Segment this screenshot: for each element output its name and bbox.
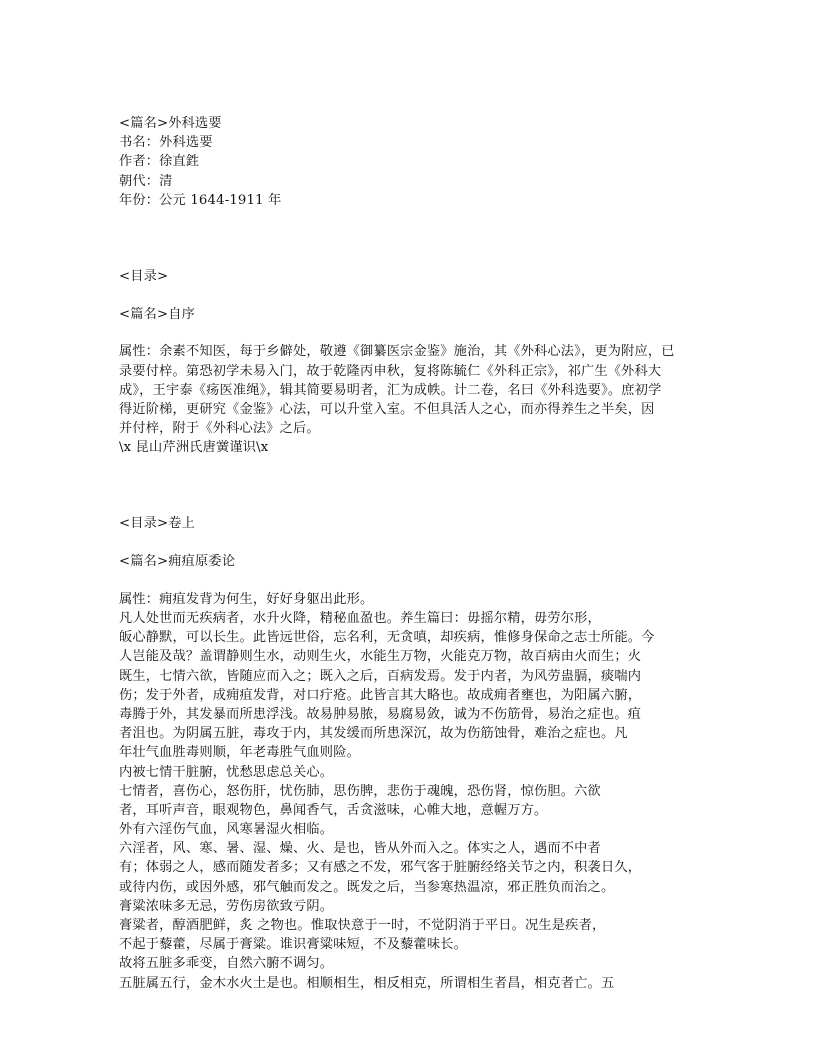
chapter-line: 年壮气血胜毒则顺，年老毒胜气血则险。	[119, 745, 360, 761]
chapter-body	[119, 590, 699, 993]
spacer	[119, 324, 699, 343]
volume-heading: <目录>卷上	[119, 516, 196, 532]
chapter-line: 凡人处世而无疾病者，水升火降，精秘血盈也。养生篇曰：毋摇尔精，毋劳尔形，	[119, 611, 601, 626]
spacer	[119, 534, 699, 553]
chapter-line: 属性：痈疽发背为何生，好好身躯出此形。	[119, 591, 374, 607]
spacer	[119, 210, 699, 267]
spacer	[119, 286, 699, 305]
header-line-year: 年份：公元 1644-1911 年	[119, 192, 282, 208]
spacer	[119, 571, 699, 590]
preface-line: 属性：余素不知医，每于乡僻处，敬遵《御纂医宗金鉴》施治，其《外科心法》，更为附应，已	[119, 344, 675, 360]
chapter-line: 七情者，喜伤心，怒伤肝，忧伤肺，思伤脾，悲伤于魂魄，恐伤肾，惊伤胆。六欲	[119, 783, 601, 799]
preface-line: 录要付梓。第恐初学未易入门，故于乾隆丙申秋，复将陈毓仁《外科正宗》，祁广生《外科大	[119, 363, 662, 379]
book-info	[119, 114, 699, 210]
header-line-title: <篇名>外科选要	[119, 116, 222, 131]
preface-line: 成》，王宇泰《疡医准绳》，辑其简要易明者，汇为成帙。计二卷，名曰《外科选要》。庶初学	[119, 382, 662, 398]
chapter-line: 膏粱者，醇酒肥鲜，炙 之物也。惟取快意于一时，不觉阴消于平日。况生是疾者，	[119, 918, 606, 933]
spacer	[119, 457, 699, 514]
document-page	[119, 114, 699, 993]
preface-body	[119, 342, 699, 457]
chapter-line: 故将五脏多乖变，自然六腑不调匀。	[119, 956, 334, 972]
chapter-line: 内被七情干脏腑，忧愁思虑总关心。	[119, 764, 334, 780]
chapter-line: 五脏属五行，金木水火土是也。相顺相生，相反相克，所谓相生者昌，相克者亡。五	[119, 975, 615, 991]
chapter-line: 或待内伤，或因外感，邪气触而发之。既发之后，当参寒热温凉，邪正胜负而治之。	[119, 879, 615, 895]
chapter-line: 伤；发于外者，成痈疽发背，对口疔疮。此皆言其大略也。故成痈者壅也，为阳属六腑，	[119, 687, 642, 703]
chapter-line: 毒腾于外，其发暴而所患浮浅。故易肿易脓，易腐易敛，诚为不伤筋骨，易治之症也。疽	[119, 706, 642, 722]
preface-line: 并付梓，附于《外科心法》之后。	[119, 421, 320, 437]
preface-line: 得近阶梯，更研究《金鉴》心法，可以升堂入室。不但具活人之心，而亦得养生之半矣，因	[119, 401, 655, 417]
chapter-line: 六淫者，风、寒、暑、湿、燥、火、是也，皆从外而入之。体实之人，遇而不中者	[119, 841, 601, 857]
toc-heading: <目录>	[119, 268, 169, 284]
chapter-line: 有；体弱之人，感而随发者多；又有感之不发，邪气客于脏腑经络关节之内，积袭日久，	[119, 860, 642, 876]
chapter-line: 者，耳听声音，眼观物色，鼻闻香气，舌贪滋味，心帷大地，意幄万方。	[119, 802, 548, 818]
preface-title: <篇名>自序	[119, 306, 196, 322]
header-line-dynasty: 朝代：清	[119, 173, 173, 189]
chapter-title: <篇名>痈疽原委论	[119, 554, 236, 570]
chapter-line: 皈心静默，可以长生。此皆远世俗，忘名利，无贪嗔，却疾病，惟修身保命之志士所能。今	[119, 630, 655, 646]
header-line-author: 作者：徐直鉎	[119, 154, 200, 170]
preface-signature: \x 昆山芹洲氏唐黉谨识\x	[119, 440, 269, 456]
chapter-line: 膏粱浓味多无忌，劳伤房欲致亏阴。	[119, 898, 334, 914]
chapter-line: 者沮也。为阴属五脏，毒攻于内，其发缓而所患深沉，故为伤筋蚀骨，难治之症也。凡	[119, 726, 628, 742]
chapter-line: 人岂能及哉？盖谓静则生水，动则生火，水能生万物，火能克万物，故百病由火而生；火	[119, 649, 642, 665]
chapter-line: 外有六淫伤气血，风寒暑湿火相临。	[119, 822, 334, 838]
chapter-line: 既生，七情六欲，皆随应而入之；既入之后，百病发焉。发于内者，为风劳蛊膈，痰喘内	[119, 668, 642, 684]
header-line-book: 书名：外科选要	[119, 135, 213, 151]
chapter-line: 不起于藜藿，尽属于膏粱。谁识膏粱味短，不及藜藿味长。	[119, 937, 468, 953]
